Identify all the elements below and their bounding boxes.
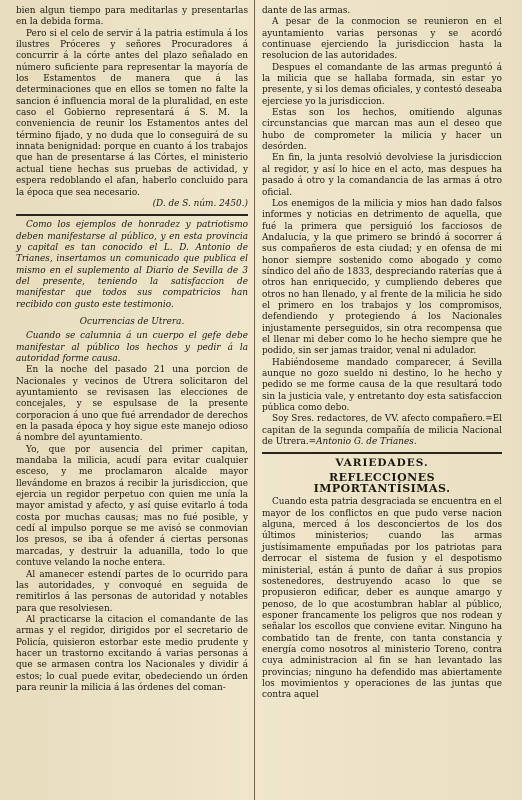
divider <box>262 452 502 454</box>
section-subtitle: REFLECCIONES IMPORTANTÍSIMAS. <box>313 470 451 496</box>
paragraph: bien algun tiempo para meditarlas y presentarlas en la debida forma. <box>16 6 248 28</box>
column-divider <box>254 0 255 800</box>
closing-paragraph <box>262 414 502 448</box>
paragraph: Cuando esta patria desgraciada se encuentra en el mayor de los conflictos en que pudo verse nacion alguna, merced á los desconciertos de los dos últimos ministerios; cuando las armas justísimamente empuñadas por los patriotas para derrocar el sistema de fusion y el despotismo ministerial, están á punto de dañar á sus propios sostenedores, destruyendo acaso lo que se propusieron edificar, deber es aunque amargo y penoso, de lo que acostumbran hablar al público, esponer francamente los peligros que nos rodean y señalar los escollos que conviene evitar. Ninguno ha combatido tan de frente, con tanta constancia y energía como nosotros al ministerio Toreno, contra cuya administracion al fin se han levantado las provincias; ninguno ha defendido mas abiertamente los movimientos y operaciones de las juntas que contra aquel <box>262 497 502 701</box>
divider <box>16 214 248 216</box>
paragraph: A pesar de la conmocion se reunieron en el ayuntamiento varias personas y se acordó continuase ejerciendo la jurisdiccion hasta la resolucion de las autoridades. <box>262 17 502 62</box>
paragraph: En la noche del pasado 21 una porcion de Nacionales y vecinos de Utrera solicitaron del ayuntamiento se revisasen las elecciones de concejales, y se espulsase de la presente corporacion á uno que fué arrendador de derechos en la pasada época y hoy sigue este manejo odioso á nombre del ayuntamiento. <box>16 365 248 444</box>
paragraph: Yo, que por ausencia del primer capitan, mandaba la milicia, acudí para evitar cualquier esceso, y me proclamaron alcalde mayor llevándome en brazos á recibir la jurisdiccion, que ejercia un regidor perpetuo con quien me unía la mayor amistad y afecto, y así quise evitarlo á toda costa por muchas causas; mas no fué posible, y cedí al impulso porque se me avisó se conmovian los presos, se iba á ofender á ciertas personas marcadas, y destruir la aduanilla, todo lo que contuve velando la noche entera. <box>16 444 248 569</box>
citation: (D. de S. núm. 2450.) <box>152 198 248 209</box>
paragraph: Al practicarse la citacion el comandante de las armas y el regidor, dirigidos por el secretario de Policía, quisieron estorbar este medio prudente y hacer un trastorno excitando á varias personas á que se armasen contra los Nacionales y dividir á estos; lo cual puede evitar, obedeciendo un órden para reunir la milicia á las órdenes del coman- <box>16 614 248 693</box>
closing-text: Soy Sres. redactores, de VV. afecto compañero.=El capitan de la segunda compañía de milicia Nacional de Utrera.= <box>262 414 502 448</box>
paragraph: Habiéndoseme mandado comparecer, á Sevilla aunque no gozo sueldo ni destino, lo he hecho y pedido se me forme causa de la que resultará todo sin la justicia vale, y entretanto doy esta satisfaccion pública como debo. <box>262 357 502 414</box>
section-title: VARIEDADES. <box>335 457 429 470</box>
paragraph: Los enemigos de la milicia y mios han dado falsos informes y noticias en detrimento de aquella, que fué la primera que persiguió los facciosos de Andalucía, y la que primero se brindó á socorrer á sus compañeros de esta ciudad; y en ofensa de mi honor siempre sostenido como abogado y como síndico del año de 1833, despreciando raterías que á otros han enriquecido, y cumpliendo deberes que otros no han llenado, y al frente de la milicia he sido el primero en los trabajos y los compromisos, defendiendo y protegiendo á los Nacionales injustamente perseguidos, sin otra recompensa que el llenar mi deber como lo he hecho siempre que he podido, sin ser jamas traidor, venal ni adulador. <box>262 198 502 357</box>
paragraph: Al amanecer estendí partes de lo ocurrido para las autoridades, y convoqué en seguida de remitirlos á las personas de autoridad y notables para que resolviesen. <box>16 569 248 614</box>
paragraph: Estas son los hechos, omitiendo algunas circunstancias que marcan mas aun el deseo que hubo de comprometer la milicia y hacer un desórden. <box>262 108 502 153</box>
paragraph: Pero si el celo de servir á la patria estimula á los ilustres Próceres y señores Procuradores á concurrir á la córte antes del plazo señalado en número suficiente para representar la mayoría de los Estamentos de manera que á las determinaciones que en ellos se tomen no falte la sancion é influencia moral de la pluralidad, en este caso el Gobierno representará á S. M. la conveniencia de reunir los Estamentos antes del término fijado, y no duda que lo conseguirá de su innata benignidad: porque en cuanto á los trabajos que han de presentarse á las Córtes, el ministerio actual tiene hechas sus pruebas de actividad, y espera redoblando el afan, haberlo concluido para la época que sea necesario. <box>16 28 248 198</box>
signature: Antonio G. de Trianes. <box>316 437 417 448</box>
paragraph: dante de las armas. <box>262 6 351 16</box>
subheading: Ocurrencias de Utrera. <box>79 316 185 327</box>
italic-intro: Como los ejemplos de honradez y patriotismo deben manifestarse al público, y en esta provincia y capital es tan conocido el L. D. Antonio de Trianes, insertamos un comunicado que publica el mismo en el suplemento al Diario de Sevilla de 3 del presente, teniendo la satisfaccion de manifestar que todos sus compatricios han recibido con gusto este testimonio. <box>16 220 248 310</box>
left-column <box>16 6 248 694</box>
paragraph: Cuando se calumnia á un cuerpo el gefe debe manifestar al público los hechos y pedir á la autoridad forme causa. <box>16 331 248 364</box>
paragraph: En fin, la junta resolvió devolviese la jurisdiccion al regidor, y así lo hice en el acto, mas despues ha pasado á otro y la comandancia de las armas á otro oficial. <box>262 153 502 198</box>
right-column <box>262 6 502 702</box>
paragraph: Despues el comandante de las armas preguntó á la milicia que se hallaba formada, sin estar yo presente, y si los demas oficiales, y contestó deseaba ejerciese yo la jurisdiccion. <box>262 62 502 107</box>
